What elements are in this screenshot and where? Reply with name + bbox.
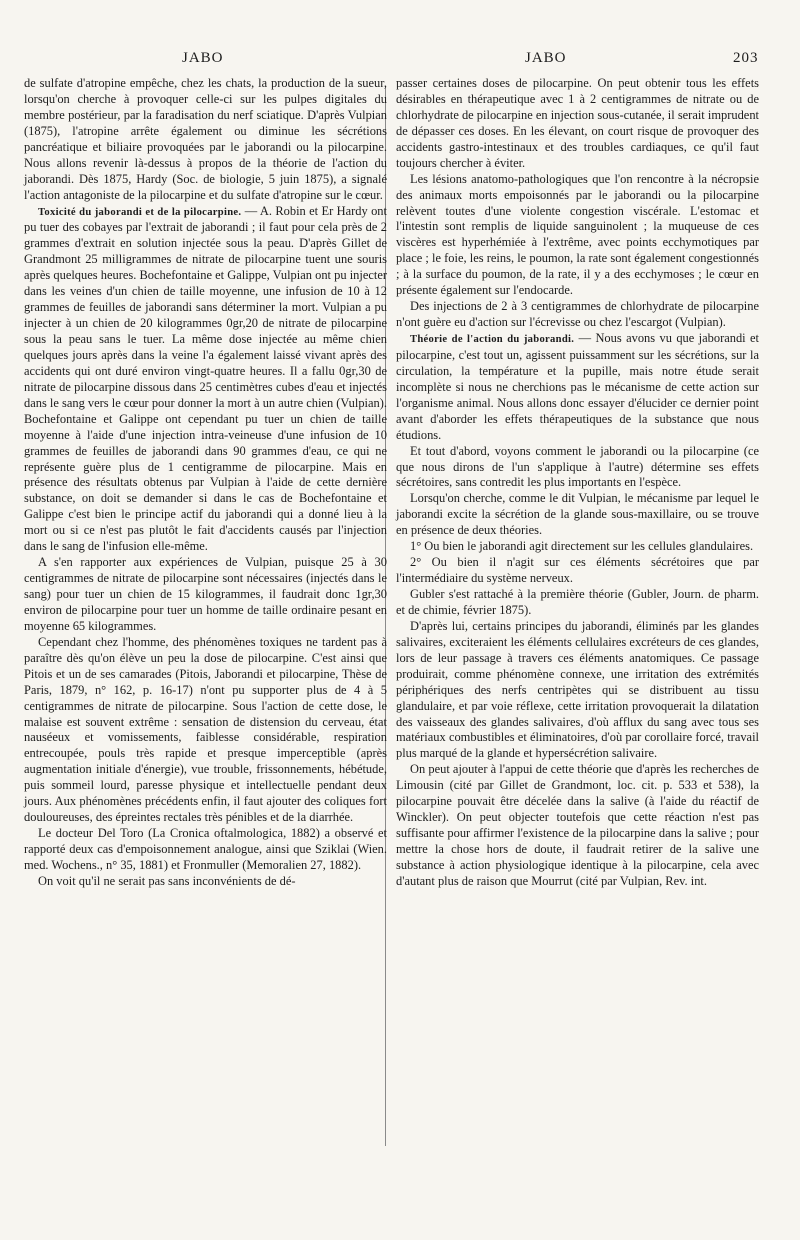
paragraph: On peut ajouter à l'appui de cette théorie que d'après les recherches de Limousin (cité par Gillet de Grandmont, loc. cit. p. 533 et 538), la pilocarpine pouvait être décelée dans la salive (à l'aide du réactif de Winckler). On peut objecter toutefois que cette réaction n'est pas suffisante pour affirmer l'existence de la pilocarpine dans la salive ; pour mettre la chose hors de doute, il faudrait retirer de la salive une substance à action physiologique identique à la pilocarpine, cela avec d'autant plus de raison que Mourrut (cité par Vulpian, Rev. int. [396, 762, 759, 888]
paragraph: On voit qu'il ne serait pas sans inconvénients de dé- [38, 873, 296, 888]
right-column [396, 76, 759, 890]
page-number: 203 [733, 50, 759, 66]
paragraph [396, 331, 759, 444]
paragraph: A s'en rapporter aux expériences de Vulpian, puisque 25 à 30 centigrammes de nitrate de pilocarpine sont nécessaires (injectés dans le sang) pour tuer un chien de 15 kilogrammes, il faudrait donc 1gr,30 environ de pilocarpine pour tuer un homme de taille ordinaire pesant en moyenne 65 kilogrammes. [24, 555, 387, 633]
paragraph: Des injections de 2 à 3 centigrammes de chlorhydrate de pilocarpine n'ont guère eu d'action sur l'écrevisse ou chez l'escargot (Vulpian). [396, 299, 759, 330]
running-head-right: JABO [525, 50, 567, 66]
paragraph [24, 204, 387, 556]
paragraph: 1° Ou bien le jaborandi agit directement sur les cellules glandulaires. [410, 539, 754, 554]
paragraph: Cependant chez l'homme, des phénomènes toxiques ne tardent pas à paraître dès qu'on élève un peu la dose de pilocarpine. C'est ainsi que Pitois et un de ses camarades (Pitois, Jaborandi et pilocarpine, Thèse de Paris, 1879, n° 162, p. 16-17) n'ont pu supporter plus de 4 à 5 centigrammes de nitrate de pilocarpine. Sous l'action de cette dose, le malaise est souvent extrême : sensation de distension du cerveau, état nauséeux et vomissements, faiblesse considérable, respiration entrecoupée, pouls très rapide et presque imperceptible (après augmentation initiale d'énergie), vue trouble, frissonnements, hébétude, puis sommeil lourd, paresse physique et intellectuelle pendant deux jours. Aux phénomènes précédents enfin, il faut ajouter des coliques fort douloureuses, des épreintes rectales très pénibles et de la diarrhée. [24, 634, 387, 825]
paragraph-text: — Nous avons vu que jaborandi et pilocarpine, c'est tout un, agissent puissamment sur les sécrétions, sur la circulation, la température et la pupille, mais notre étude serait incomplète si nous ne cherchions pas le mécanisme de cette action sur l'organisme animal. Nous allons donc essayer d'élucider ce dernier point avant d'aborder les effets thérapeutiques de la substance que nous étudions. [396, 331, 760, 442]
paragraph: Gubler s'est rattaché à la première théorie (Gubler, Journ. de pharm. et de chimie, février 1875). [396, 587, 759, 617]
paragraph-text: — A. Robin et Er Hardy ont pu tuer des cobayes par l'extrait de jaborandi ; il faut pour cela près de 2 grammes d'extrait en solution injectée sous la peau. D'après Gillet de Grandmont 25 milligrammes de nitrate de pilocarpine tuent une souris après quelques heures. Bochefontaine et Galippe, Vulpian ont pu injecter dans les veines d'un chien de taille moyenne, une infusion de 10 à 12 grammes de feuilles de jaborandi sans déterminer la mort. Vulpian a pu injecter à un chien de 20 kilogrammes 0gr,20 de nitrate de pilocarpine sous la peau sans le tuer. La même dose injectée au même chien quelques jours après dans la veine l'a également laissé vivant après des accidents qui ont duré environ vingt-quatre heures. Il a fallu 0gr,30 de nitrate de pilocarpine dissous dans 25 centimètres cubes d'eau et injectés dans le sang vers le cœur pour donner la mort à un autre chien (Vulpian). Bochefontaine et Galippe ont cependant pu tuer un chien de taille moyenne à l'aide d'une injection intra-veineuse d'une infusion de 10 grammes de feuilles de jaborandi dans 90 grammes d'eau, ce qui ne représente guère plus de 1 centigramme de pilocarpine. Mais en présence des résultats obtenus par Vulpian à l'aide de cette dernière substance, on doit se demander si dans le cas de Bochefontaine et Galippe c'est bien le principe actif du jaborandi qui a donné lieu à la mort ou si ce n'est pas plutôt le fait d'accidents causés par l'injection dans le sang de l'infusion elle-même. [24, 203, 387, 554]
paragraph: passer certaines doses de pilocarpine. On peut obtenir tous les effets désirables en thérapeutique avec 1 à 2 centigrammes de nitrate ou de chlorhydrate de pilocarpine en injection sous-cutanée, il serait imprudent de dépasser ces doses. En les élevant, on court risque de provoquer des accidents gastro-intestinaux et des troubles cardiaques, ce qu'il faut toujours chercher à éviter. [396, 76, 759, 170]
left-column [24, 76, 387, 890]
paragraph: Le docteur Del Toro (La Cronica oftalmologica, 1882) a observé et rapporté deux cas d'empoisonnement analogue, ainsi que Sziklai (Wien. med. Wochens., n° 35, 1881) et Fronmuller (Memoralien 27, 1882). [24, 826, 387, 872]
section-heading: Toxicité du jaborandi et de la pilocarpine. [38, 206, 242, 218]
section-heading: Théorie de l'action du jaborandi. [410, 334, 575, 345]
paragraph: de sulfate d'atropine empêche, chez les chats, la production de la sueur, lorsqu'on cherche à provoquer celle-ci sur les pulpes digitales du membre postérieur, par la faradisation du nerf sciatique. D'après Vulpian (1875), l'atropine arrête également ou diminue les sécrétions pancréatique et biliaire provoquées par le jaborandi ou la pilocarpine. Nous allons revenir là-dessus à propos de la théorie de l'action du jaborandi. Dès 1875, Hardy (Soc. de biologie, 5 juin 1875), a signalé l'action antagoniste de la pilocarpine et du sulfate d'atropine sur le cœur. [24, 76, 387, 202]
running-head-left: JABO [182, 50, 224, 66]
paragraph: Les lésions anatomo-pathologiques que l'on rencontre à la nécropsie des animaux morts empoisonnés par le jaborandi ou la pilocarpine relèvent toutes d'une violente congestion viscérale. L'estomac et l'intestin sont remplis de liquide sanguinolent ; la muqueuse de ces viscères est hyperhémiée à l'extrême, avec points ecchymotiques par place ; le foie, les reins, le poumon, la rate sont également congestionnés ; à la surface du poumon, de la rate, il y a des ecchymoses ; le cœur en présente également sur l'endocarde. [396, 171, 759, 298]
paragraph: D'après lui, certains principes du jaborandi, éliminés par les glandes salivaires, exciteraient les éléments cellulaires excréteurs de ces glandes, lors de leur passage à travers ces éléments anatomiques. Ce passage produirait, comme phénomène connexe, une irritation des extrémités périphériques des nerfs centripètes qui se distribuent au tissu glandulaire, et par voie réflexe, cette irritation provoquerait la dilatation des vaisseaux des glandes salivaires, d'où afflux du sang avec tous ses matériaux combustibles et éliminatoires, d'où par corollaire forcé, travail plus marqué de la glande et hypersécrétion salivaire. [396, 618, 759, 761]
paragraph: Lorsqu'on cherche, comme le dit Vulpian, le mécanisme par lequel le jaborandi excite la sécrétion de la glande sous-maxillaire, ou se trouve en présence de deux théories. [396, 491, 759, 538]
paragraph: 2° Ou bien il n'agit sur ces éléments sécrétoires que par l'intermédiaire du système nerveux. [396, 555, 759, 586]
paragraph: Et tout d'abord, voyons comment le jaborandi ou la pilocarpine (ce que nous dirons de l'un s'applique à l'autre) détermine ses effets sécrétoires, sans contredit les plus importants en l'espèce. [396, 443, 759, 490]
